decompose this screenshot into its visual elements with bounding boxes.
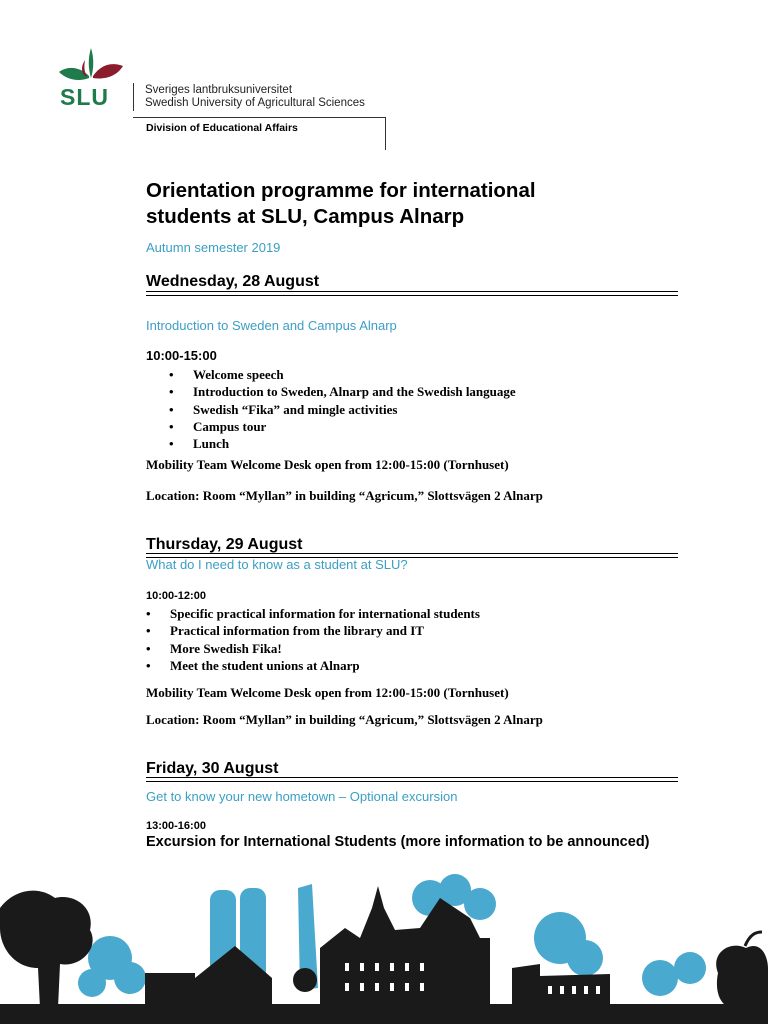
day-heading-friday: Friday, 30 August xyxy=(146,760,279,777)
header-vertical-rule xyxy=(385,117,386,150)
day-heading-thursday: Thursday, 29 August xyxy=(146,536,303,553)
list-item: • Practical information from the library and IT xyxy=(170,622,480,639)
list-item: • Specific practical information for international students xyxy=(170,605,480,622)
session-title-thursday: What do I need to know as a student at SLU? xyxy=(146,557,408,572)
day-rule xyxy=(146,291,678,296)
session-items-thursday xyxy=(170,605,480,674)
location-thursday: Location: Room “Myllan” in building “Agricum,” Slottsvägen 2 Alnarp xyxy=(146,712,543,727)
university-name-swedish: Sveriges lantbruksuniversitet xyxy=(145,84,293,96)
header-rule xyxy=(133,117,386,118)
session-time-friday: 13:00-16:00 xyxy=(146,820,206,832)
day-heading-wednesday: Wednesday, 28 August xyxy=(146,273,320,290)
logo-wordmark: SLU xyxy=(60,84,109,110)
session-title-friday: Get to know your new hometown – Optional excursion xyxy=(146,789,458,804)
session-items-wednesday xyxy=(193,366,516,452)
list-item: • Welcome speech xyxy=(193,366,516,383)
session-time-wednesday: 10:00-15:00 xyxy=(146,348,217,363)
page-title xyxy=(146,178,666,230)
excursion-text: Excursion for International Students (more information to be announced) xyxy=(146,834,650,850)
location-wednesday: Location: Room “Myllan” in building “Agricum,” Slottsvägen 2 Alnarp xyxy=(146,488,543,503)
list-item: • Introduction to Sweden, Alnarp and the Swedish language xyxy=(193,383,516,400)
list-item: • Lunch xyxy=(193,435,516,452)
logo-divider xyxy=(133,83,134,111)
semester-label: Autumn semester 2019 xyxy=(146,240,281,255)
day-rule xyxy=(146,777,678,782)
list-item: • More Swedish Fika! xyxy=(170,640,480,657)
list-item: • Meet the student unions at Alnarp xyxy=(170,657,480,674)
session-title-wednesday: Introduction to Sweden and Campus Alnarp xyxy=(146,318,397,333)
list-item: • Swedish “Fika” and mingle activities xyxy=(193,401,516,418)
welcome-desk-wednesday: Mobility Team Welcome Desk open from 12:00-15:00 (Tornhuset) xyxy=(146,457,509,472)
campus-skyline-illustration xyxy=(0,868,768,1024)
title-line-2: students at SLU, Campus Alnarp xyxy=(146,205,465,228)
title-line-1: Orientation programme for international xyxy=(146,179,536,202)
university-name-english: Swedish University of Agricultural Sciences xyxy=(145,97,365,109)
session-time-thursday: 10:00-12:00 xyxy=(146,590,206,602)
list-item: • Campus tour xyxy=(193,418,516,435)
division-name: Division of Educational Affairs xyxy=(146,122,298,134)
welcome-desk-thursday: Mobility Team Welcome Desk open from 12:00-15:00 (Tornhuset) xyxy=(146,685,509,700)
